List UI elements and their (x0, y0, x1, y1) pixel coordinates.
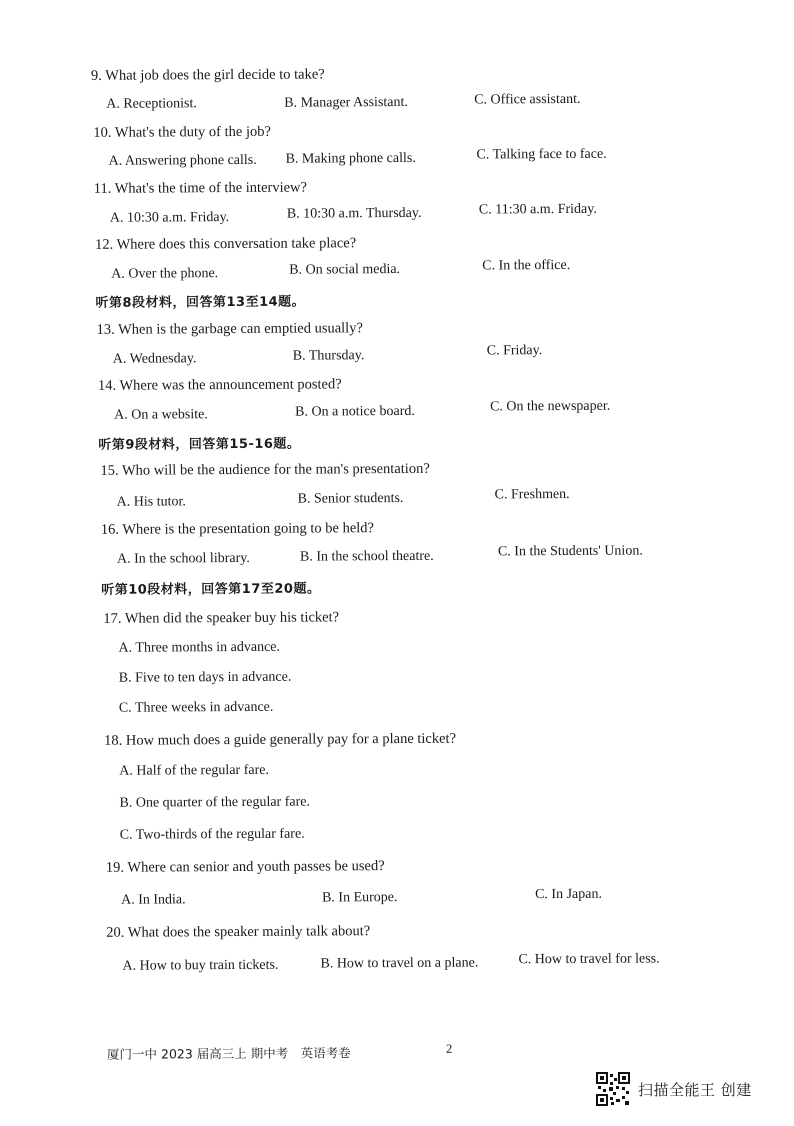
q17-option-c: C. Three weeks in advance. (118, 699, 274, 716)
question-10: 10. What's the duty of the job? (93, 123, 271, 141)
question-19: 19. Where can senior and youth passes be used? (105, 858, 385, 876)
q18-option-c: C. Two-thirds of the regular fare. (119, 826, 305, 843)
q18-option-b: B. One quarter of the regular fare. (119, 794, 310, 811)
q12-option-b: B. On social media. (289, 261, 401, 278)
question-18: 18. How much does a guide generally pay for a plane ticket? (104, 730, 457, 749)
q10-option-c: C. Talking face to face. (476, 146, 607, 163)
q12-option-c: C. In the office. (482, 257, 571, 274)
q9-option-c: C. Office assistant. (474, 91, 581, 108)
question-16: 16. Where is the presentation going to be held? (100, 520, 375, 538)
q11-option-a: A. 10:30 a.m. Friday. (109, 210, 230, 226)
q14-option-c: C. On the newspaper. (490, 398, 611, 415)
q16-option-b: B. In the school theatre. (299, 548, 434, 565)
q9-option-b: B. Manager Assistant. (284, 94, 408, 111)
q17-option-a: A. Three months in advance. (118, 639, 281, 656)
q19-option-a: A. In India. (121, 892, 186, 908)
scanner-watermark (596, 1072, 752, 1106)
q14-option-b: B. On a notice board. (295, 403, 415, 420)
question-20: 20. What does the speaker mainly talk about? (106, 923, 371, 941)
question-12: 12. Where does this conversation take place? (95, 235, 357, 253)
q20-option-b: B. How to travel on a plane. (320, 955, 479, 972)
q19-option-c: C. In Japan. (535, 886, 602, 903)
q12-option-a: A. Over the phone. (111, 266, 219, 282)
q13-option-c: C. Friday. (486, 343, 543, 359)
section-9-instruction: 听第9段材料，回答第15-16题。 (98, 436, 301, 453)
question-9: 9. What job does the girl decide to take? (90, 66, 325, 84)
question-15: 15. Who will be the audience for the man's presentation? (100, 460, 430, 479)
q9-option-a: A. Receptionist. (106, 96, 197, 112)
q11-option-b: B. 10:30 a.m. Thursday. (286, 205, 422, 222)
q14-option-a: A. On a website. (114, 407, 208, 423)
q16-option-a: A. In the school library. (116, 550, 250, 567)
q10-option-a: A. Answering phone calls. (108, 152, 257, 169)
q13-option-b: B. Thursday. (292, 348, 365, 364)
question-17: 17. When did the speaker buy his ticket? (103, 609, 340, 627)
q13-option-a: A. Wednesday. (112, 351, 197, 367)
section-8-instruction: 听第8段材料，回答第13至14题。 (95, 294, 306, 311)
page-number: 2 (445, 1041, 453, 1056)
q20-option-a: A. How to buy train tickets. (122, 957, 279, 974)
q15-option-b: B. Senior students. (297, 490, 404, 507)
q10-option-b: B. Making phone calls. (285, 150, 416, 167)
q16-option-c: C. In the Students' Union. (497, 543, 643, 560)
q11-option-c: C. 11:30 a.m. Friday. (478, 201, 597, 218)
question-13: 13. When is the garbage can emptied usually? (96, 320, 363, 338)
q20-option-c: C. How to travel for less. (518, 951, 660, 968)
question-11: 11. What's the time of the interview? (93, 179, 307, 197)
q18-option-a: A. Half of the regular fare. (119, 762, 269, 779)
section-10-instruction: 听第10段材料，回答第17至20题。 (101, 581, 321, 598)
question-14: 14. Where was the announcement posted? (97, 376, 342, 394)
q15-option-a: A. His tutor. (116, 494, 186, 510)
q19-option-b: B. In Europe. (322, 890, 398, 906)
q17-option-b: B. Five to ten days in advance. (118, 669, 292, 686)
scanner-badge-text: 扫描全能王 创建 (638, 1080, 752, 1099)
qr-code-icon (596, 1072, 630, 1106)
q15-option-c: C. Freshmen. (494, 486, 570, 503)
exam-title-footer: 厦门一中 2023 届高三上 期中考 英语考卷 (106, 1045, 351, 1062)
